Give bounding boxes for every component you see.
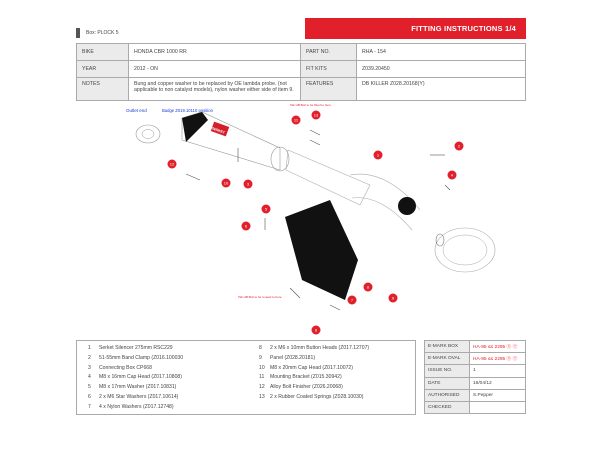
outlet-cap [136,125,160,143]
part-number: 4 [88,374,91,381]
part-description: Connecting Box CP668 [99,364,152,371]
part-row [88,364,183,374]
part-description: 2 x Rubber Coated Springs (Z028.10030) [270,393,364,400]
part-row [259,383,369,393]
serket-badge-text: SERKET [211,126,226,135]
callout-9-label: 9 [391,295,395,301]
part-row [259,393,369,403]
part-description: M8 x 17mm Washer (Z017.10831) [99,384,177,391]
callout-13-label: 13 [313,112,319,118]
part-number: 3 [88,364,91,371]
part-description: Alloy Bolt Finisher (Z026.20068) [270,384,343,391]
part-row [88,354,183,364]
part-number: 7 [88,403,91,410]
callout-11-label: 11 [293,117,299,123]
date-label: DATE [425,377,470,389]
pipe-opening [398,197,416,215]
parts-list-left [88,344,183,413]
part-row [259,354,369,364]
part-row [88,383,183,393]
meta-table [424,340,526,414]
outlet-label: Outlet end [126,108,147,113]
part-description: 2 x M6 Star Washers (Z017.10614) [99,393,179,400]
callout-4-label: 4 [450,172,454,178]
year-value: 2012 - ON [129,61,301,78]
info-table [76,43,526,101]
part-number: 6 [88,393,91,400]
emark-box-value: HA-95 ≤≤ 2295 Ⓢ Ⓣ [470,341,526,353]
part-number: 12 [259,384,265,391]
badge-label: Badge Z019.10110 position [162,108,213,113]
part-number: 10 [259,364,265,371]
emark-box-label: E-MARK BOX [425,341,470,353]
part-no-label: PART NO. [301,44,357,61]
part-no-value: RHA - 154 [357,44,526,61]
issue-label: ISSUE NO. [425,365,470,377]
callout-5-label: 5 [264,206,268,212]
emark-oval-label: E-MARK OVAL [425,353,470,365]
part-number: 8 [259,345,262,351]
part-number: 9 [259,354,262,361]
notes-label: NOTES [77,78,129,101]
exploded-diagram [120,100,500,335]
callout-10-label: 10 [223,180,229,186]
part-row [259,364,369,374]
callout-7-label: 7 [350,297,354,303]
parts-list-right [259,344,369,403]
bike-label: BIKE [77,44,129,61]
fitting-instructions-banner: FITTING INSTRUCTIONS 1/4 [305,18,526,39]
panel [285,200,358,300]
issue-value: 1 [470,365,526,377]
part-row [88,403,183,413]
parts-list [76,340,416,415]
part-number: 11 [259,374,265,381]
silencer [182,112,289,171]
callout-1-label: 1 [376,152,380,158]
callout-8-label: 8 [366,284,370,290]
part-row [88,344,183,354]
part-row [88,373,183,383]
part-description: M8 x 16mm Cap Head (Z017.10808) [99,374,182,381]
note-bolt-fitted: Tab HB Bolt to be fitted to here [290,103,331,107]
part-row [259,344,369,354]
part-description: 51-55mm Band Clamp (Z016.100030 [99,354,184,361]
date-value: 16/04/12 [470,377,526,389]
checked-label: CHECKED [425,401,470,413]
part-row [88,393,183,403]
fit-kits-value: Z039.20450 [357,61,526,78]
part-number: 5 [88,384,91,391]
part-number: 2 [88,354,91,361]
emark-oval-value: HA-95 ≤≤ 2295 Ⓢ Ⓣ [470,353,526,365]
year-label: YEAR [77,61,129,78]
part-description: 2 x M6 x 10mm Button Heads (Z017.12707) [270,345,370,351]
callout-6b-label: 6 [314,327,318,333]
part-description: 4 x Nylon Washers (Z017.12748) [99,403,174,410]
part-number: 1 [88,345,91,351]
callout-12-label: 12 [169,161,175,167]
part-row [259,373,369,383]
callout-3-label: 3 [246,181,250,187]
note-bolt-reused: Tab HB Bolt to be reused to here [238,295,282,299]
part-description: M8 x 20mm Cap Head (Z017.10072) [270,364,353,371]
part-description: Mounting Bracket (Z015.30942) [270,374,342,381]
callout-6-label: 6 [244,223,248,229]
authorised-label: AUTHORISED [425,389,470,401]
box-label: Box: PLOCK 5 [76,28,138,38]
callout-2-label: 2 [457,143,461,149]
features-label: FEATURES [301,78,357,101]
features-value: DB KILLER Z028.20168(Y) [357,78,526,101]
lambda-cover [435,228,495,272]
part-description: Panel (Z028.20181) [270,354,316,361]
notes-value: Bung and copper washer to be replaced by OE lambda probe. (not applicable to non catalyst models), nylon washer either side of item 9. [129,78,301,101]
part-description: Serket Silencer 275mm RSC229 [99,345,173,351]
checked-value [470,401,526,413]
part-number: 13 [259,393,265,400]
bike-value: HONDA CBR 1000 RR [129,44,301,61]
fit-kits-label: FIT KITS [301,61,357,78]
authorised-value: S.Pepper [470,389,526,401]
